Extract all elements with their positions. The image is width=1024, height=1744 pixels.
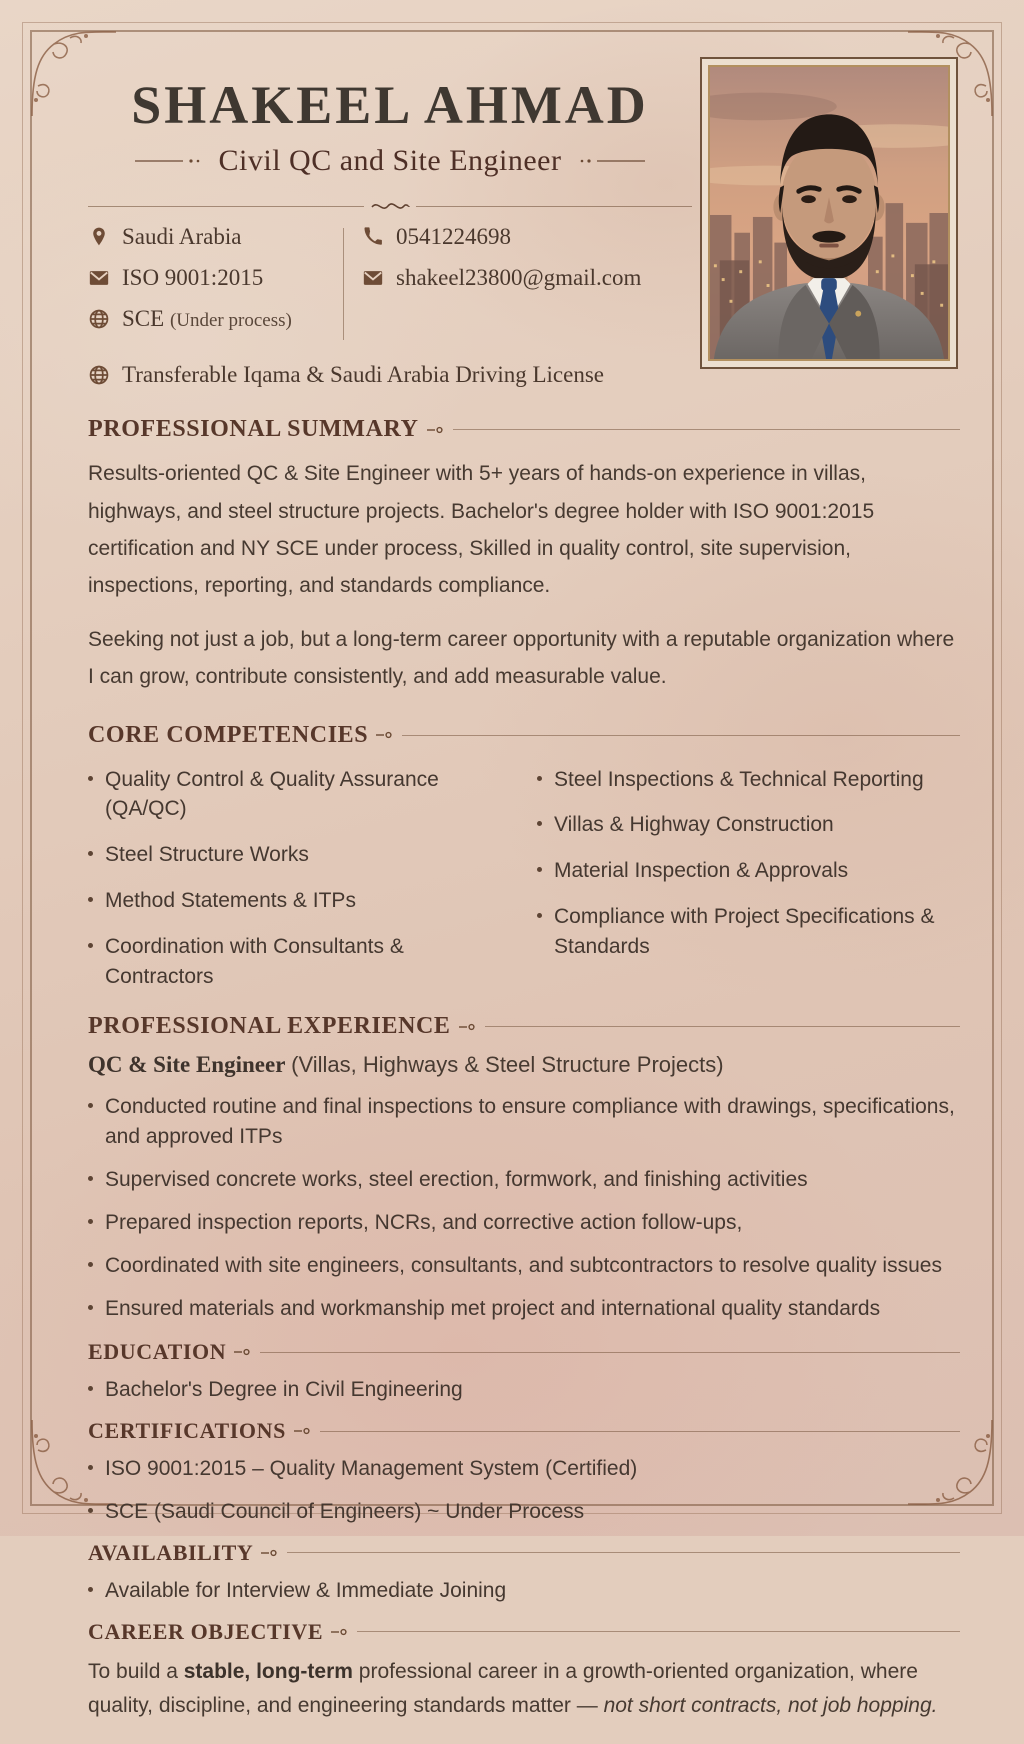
section-education-heading-row — [88, 1339, 960, 1365]
list-item-text: Coordinated with site engineers, consultants, and subtcontractors to resolve quality issues — [105, 1253, 942, 1277]
contact-email — [362, 265, 692, 291]
list-item — [537, 856, 960, 886]
resume-content — [88, 62, 960, 1744]
heading-rule — [453, 429, 960, 430]
bullet-dot — [88, 1465, 93, 1470]
section-objective — [88, 1619, 960, 1723]
list-item — [88, 1165, 960, 1195]
section-summary — [88, 416, 960, 695]
objective-mid: professional career in a growth-oriented organization, where quality, discipline, and engineering standards matter — — [88, 1659, 918, 1717]
list-item-text: Bachelor's Degree in Civil Engineering — [105, 1378, 463, 1402]
section-objective-heading-row — [88, 1619, 960, 1645]
section-certifications — [88, 1418, 960, 1527]
bullet-dot — [88, 776, 93, 781]
experience-bullets — [88, 1092, 960, 1323]
heading-ornament-icon — [376, 730, 394, 740]
list-item — [537, 810, 960, 840]
job-title-line — [88, 1052, 960, 1078]
contact-iso — [88, 265, 336, 291]
list-item — [88, 1294, 960, 1324]
list-item — [88, 1497, 960, 1527]
heading-rule — [320, 1431, 960, 1432]
section-heading: PROFESSIONAL SUMMARY — [88, 416, 419, 443]
list-item — [88, 1092, 960, 1152]
contact-phone-text: 0541224698 — [396, 224, 511, 250]
section-competencies — [88, 722, 960, 1008]
contact-sce-text — [122, 306, 292, 332]
list-item-text: Ensured materials and workmanship met project and international quality standards — [105, 1296, 881, 1320]
heading-rule — [260, 1352, 960, 1353]
summary-paragraph: Seeking not just a job, but a long-term career opportunity with a reputable organization where I can grow, contribute consistently, and add measurable value. — [88, 627, 955, 689]
list-item — [537, 765, 960, 795]
contact-location — [88, 224, 336, 250]
bullet-dot — [88, 897, 93, 902]
bullet-dot — [88, 1386, 93, 1391]
objective-bold: stable, long-term — [183, 1659, 353, 1683]
list-item-text: Steel Inspections & Technical Reporting — [554, 767, 924, 791]
section-summary-heading-row — [88, 416, 960, 443]
bullet-dot — [88, 1219, 93, 1224]
section-competencies-heading-row — [88, 722, 960, 749]
list-item-text: Steel Structure Works — [105, 843, 309, 867]
education-bullets — [88, 1375, 960, 1405]
heading-ornament-icon — [261, 1548, 279, 1558]
objective-prefix: To build a — [88, 1659, 184, 1683]
contact-block — [88, 224, 692, 340]
knot-ornament-icon — [370, 200, 410, 212]
contact-divider — [343, 228, 344, 340]
bullet-dot — [88, 1262, 93, 1267]
candidate-title: Civil QC and Site Engineer — [218, 144, 562, 178]
subtitle-flourish-icon — [135, 156, 207, 166]
bullet-dot — [88, 943, 93, 948]
location-pin-icon — [88, 226, 110, 248]
section-heading: CERTIFICATIONS — [88, 1418, 286, 1444]
heading-ornament-icon — [331, 1627, 349, 1637]
summary-paragraph: Results-oriented QC & Site Engineer with 5+ years of hands-on experience in villas, highways, and steel structure projects. Bachelor's degree holder with ISO 9001:2015 certification and NY SCE under process, Skilled in quality control, site supervision, inspections, reporting, and standards compliance. — [88, 462, 875, 598]
section-heading: PROFESSIONAL EXPERIENCE — [88, 1013, 451, 1040]
list-item-text: SCE (Saudi Council of Engineers) ~ Under Process — [105, 1499, 585, 1523]
contact-iso-text: ISO 9001:2015 — [122, 265, 264, 291]
bullet-dot — [88, 1508, 93, 1513]
contact-sce-label: SCE — [122, 306, 165, 332]
objective-italic: not short contracts, not job hopping. — [603, 1693, 938, 1717]
heading-rule — [485, 1026, 960, 1027]
section-heading: CORE COMPETENCIES — [88, 721, 369, 748]
contact-phone — [362, 224, 692, 250]
subtitle-flourish-icon — [573, 156, 645, 166]
section-availability-heading-row — [88, 1540, 960, 1566]
bullet-dot — [88, 1587, 93, 1592]
list-item-text: Material Inspection & Approvals — [554, 859, 849, 883]
candidate-title-row — [88, 144, 692, 178]
list-item-text: ISO 9001:2015 – Quality Management System (Certified) — [105, 1457, 638, 1481]
list-item — [88, 1454, 960, 1484]
heading-rule — [287, 1552, 960, 1553]
list-item-text: Quality Control & Quality Assurance (QA/QC) — [105, 767, 439, 821]
competencies-columns — [88, 765, 960, 1008]
list-item-text: Coordination with Consultants & Contractors — [105, 934, 404, 988]
section-heading: CAREER OBJECTIVE — [88, 1618, 324, 1644]
objective-text — [88, 1655, 960, 1723]
bullet-dot — [88, 851, 93, 856]
job-subtitle: (Villas, Highways & Steel Structure Projects) — [291, 1052, 724, 1078]
bullet-dot — [537, 867, 542, 872]
job-title: QC & Site Engineer — [88, 1052, 286, 1078]
list-item — [537, 902, 960, 962]
mail-icon — [362, 267, 384, 289]
heading-ornament-icon — [427, 425, 445, 435]
list-item-text: Prepared inspection reports, NCRs, and corrective action follow-ups, — [105, 1210, 743, 1234]
bullet-dot — [88, 1176, 93, 1181]
list-item — [88, 840, 511, 870]
bullet-dot — [537, 913, 542, 918]
heading-rule — [402, 735, 960, 736]
bullet-dot — [88, 1103, 93, 1108]
list-item-text: Conducted routine and final inspections to ensure compliance with drawings, specifications, and approved ITPs — [105, 1095, 955, 1149]
bullet-dot — [88, 1305, 93, 1310]
header-block — [88, 76, 692, 388]
list-item-text: Villas & Highway Construction — [554, 813, 834, 837]
competencies-left — [88, 765, 511, 1008]
list-item-text: Compliance with Project Specifications & Standards — [554, 905, 935, 958]
heading-ornament-icon — [459, 1022, 477, 1032]
mail-icon — [88, 267, 110, 289]
list-item-text: Available for Interview & Immediate Joining — [105, 1578, 507, 1602]
header-divider — [88, 200, 692, 212]
list-item — [88, 932, 511, 992]
globe-icon — [88, 308, 110, 330]
contact-sce — [88, 306, 336, 332]
certifications-bullets — [88, 1454, 960, 1527]
list-item — [88, 1208, 960, 1238]
section-availability — [88, 1540, 960, 1606]
contact-email-text: shakeel23800@gmail.com — [396, 265, 642, 291]
contact-location-text: Saudi Arabia — [122, 224, 242, 250]
list-item — [88, 886, 511, 916]
list-item — [88, 1375, 960, 1405]
globe-icon — [88, 364, 110, 386]
bullet-dot — [537, 821, 542, 826]
heading-ornament-icon — [294, 1426, 312, 1436]
list-item — [88, 1251, 960, 1281]
section-heading: AVAILABILITY — [88, 1539, 254, 1565]
contact-iqama-text: Transferable Iqama & Saudi Arabia Driving License — [122, 362, 605, 388]
candidate-name: SHAKEEL AHMAD — [131, 75, 649, 135]
competencies-right — [537, 765, 960, 1008]
heading-rule — [357, 1631, 960, 1632]
list-item — [88, 1576, 960, 1606]
contact-right-column — [350, 224, 692, 291]
list-item — [88, 765, 511, 825]
section-education — [88, 1339, 960, 1405]
section-heading: EDUCATION — [88, 1339, 227, 1365]
contact-left-column — [88, 224, 336, 332]
section-certifications-heading-row — [88, 1418, 960, 1444]
availability-bullets — [88, 1576, 960, 1606]
section-experience — [88, 1013, 960, 1323]
bullet-dot — [537, 776, 542, 781]
section-experience-heading-row — [88, 1013, 960, 1040]
list-item-text: Supervised concrete works, steel erection, formwork, and finishing activities — [105, 1168, 808, 1192]
list-item-text: Method Statements & ITPs — [105, 889, 356, 912]
contact-iqama — [88, 362, 692, 388]
contact-sce-note: (Under process) — [169, 310, 292, 332]
heading-ornament-icon — [234, 1347, 252, 1357]
phone-icon — [362, 226, 384, 248]
